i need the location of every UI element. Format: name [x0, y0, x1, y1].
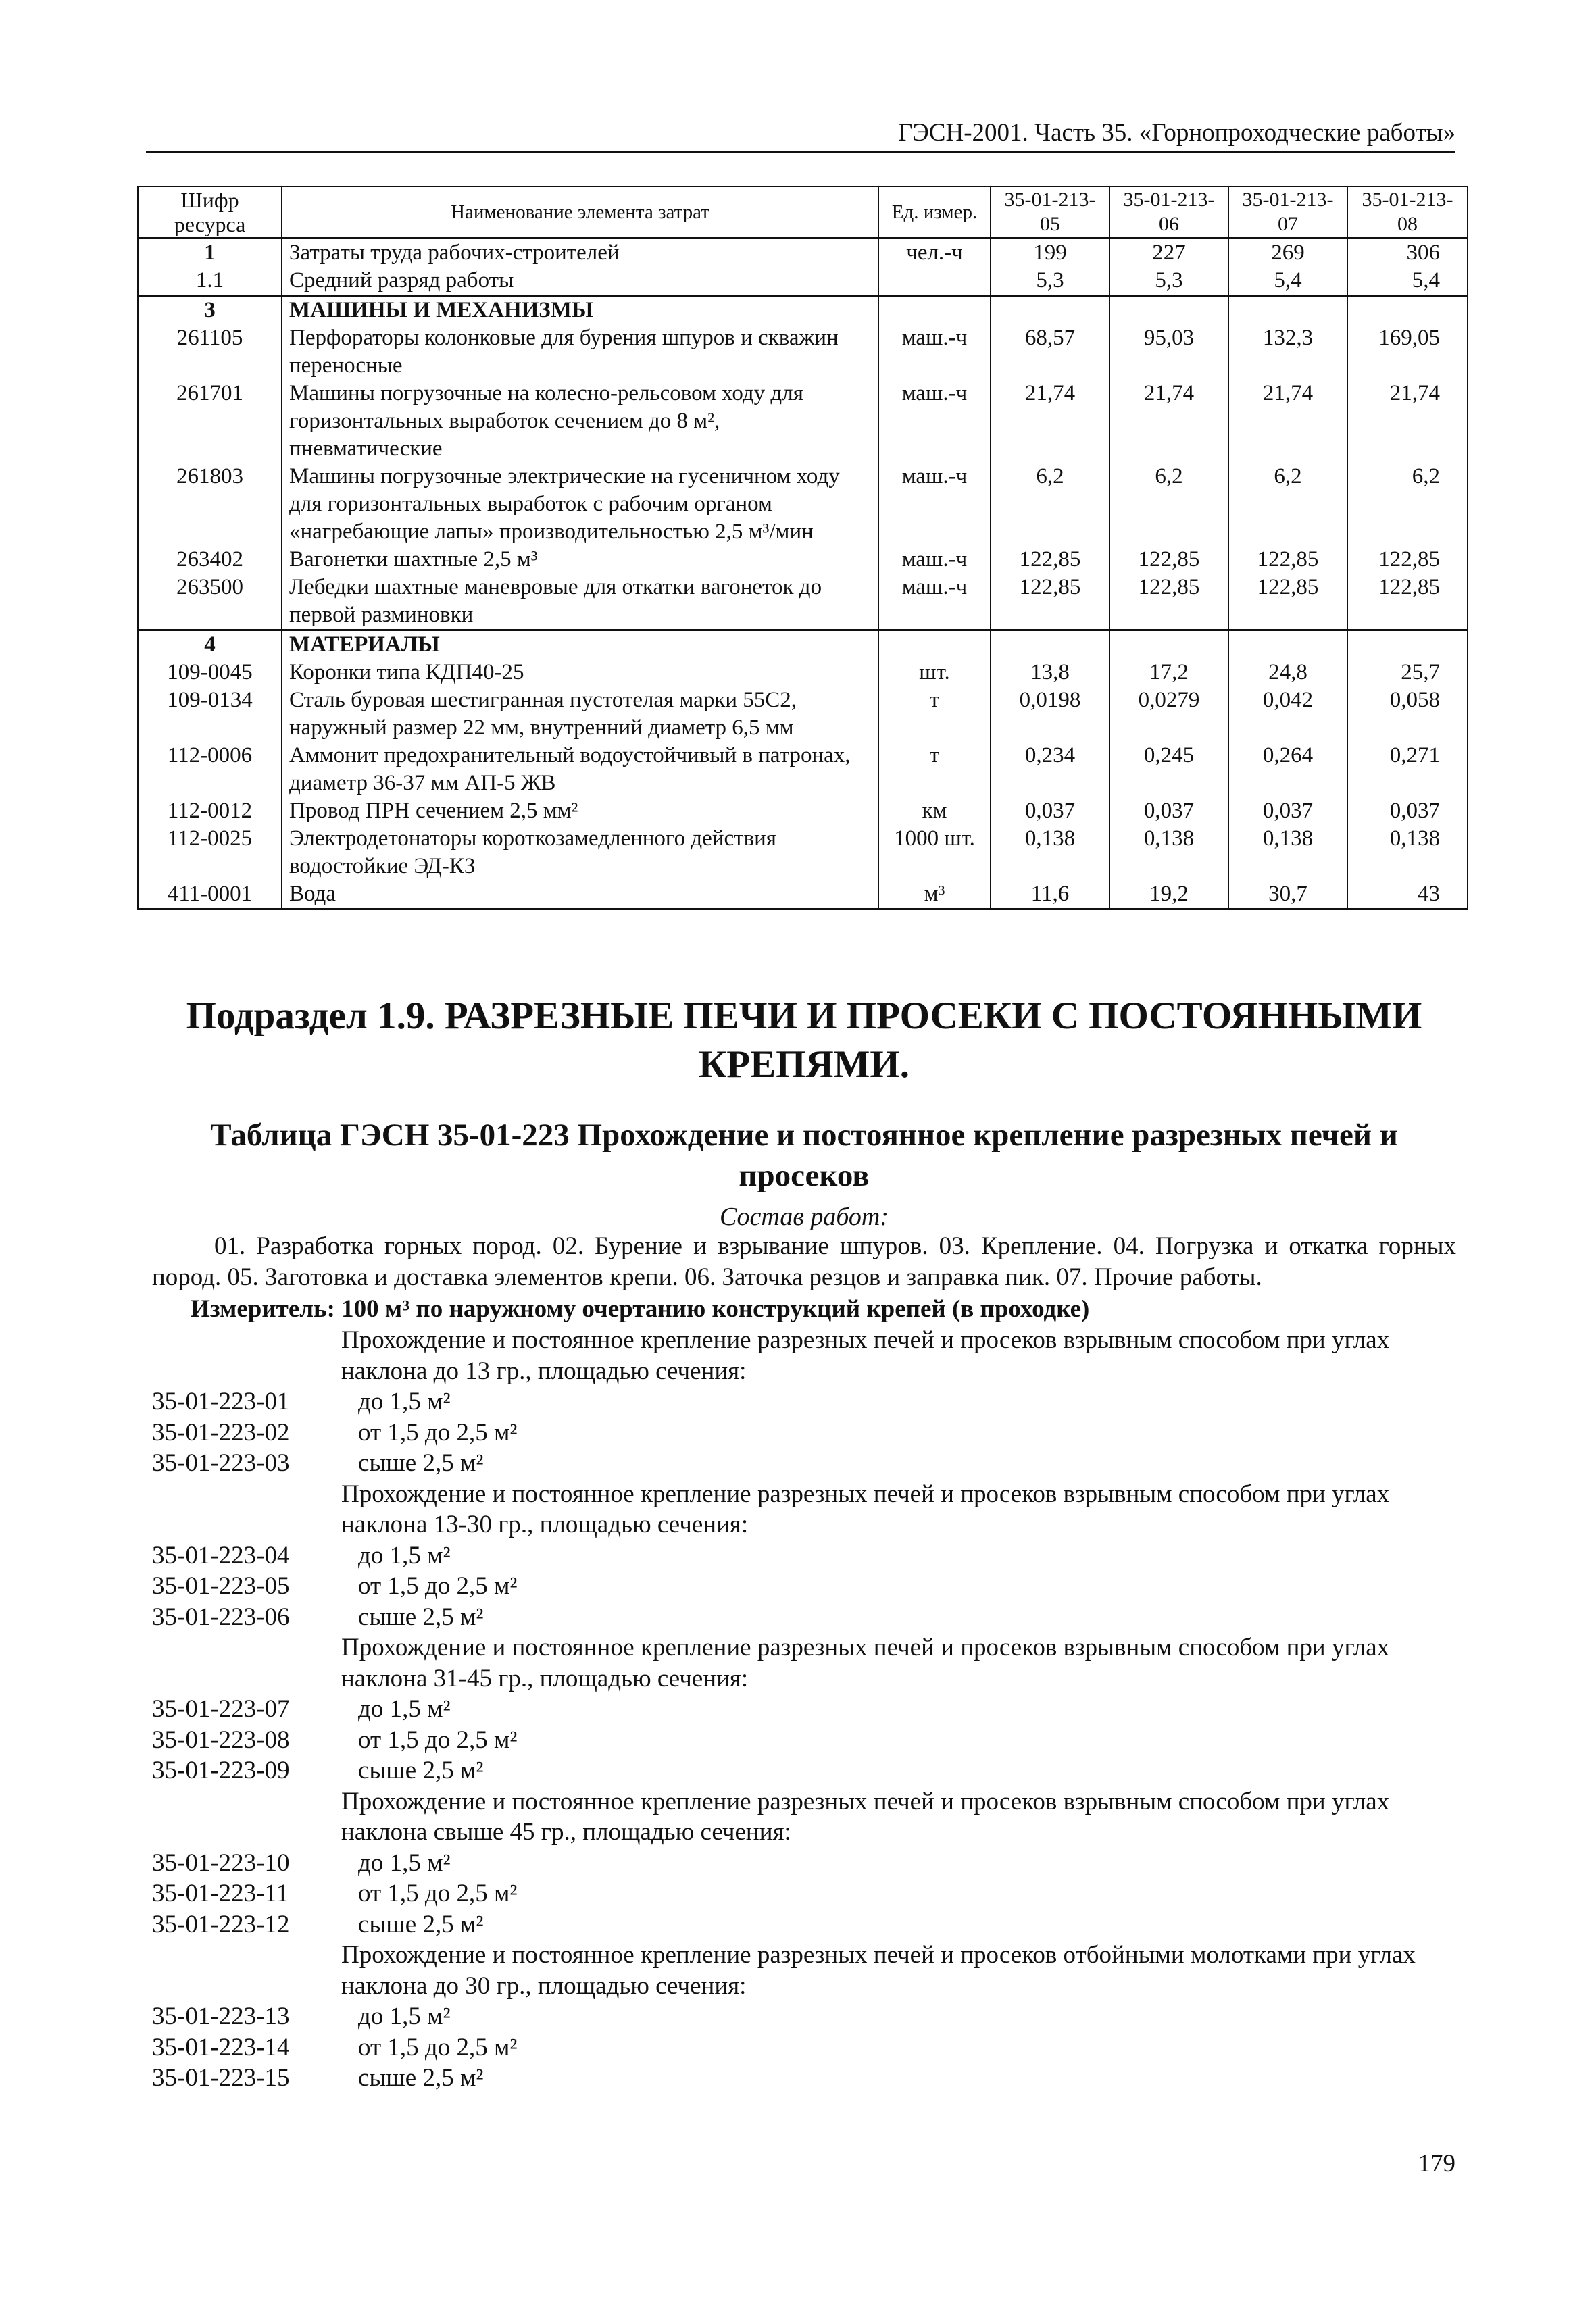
cell-code: 261701 [138, 380, 282, 463]
cell-code: 261803 [138, 463, 282, 546]
item-code: 35-01-223-01 [152, 1388, 290, 1415]
cell-value: 122,85 [1347, 546, 1468, 574]
item-text: до 1,5 м² [358, 1848, 451, 1877]
cell-value: 0,0198 [991, 686, 1109, 742]
cell-value: 21,74 [1109, 380, 1228, 463]
list-item [152, 1602, 1456, 1633]
cell-value: 21,74 [991, 380, 1109, 463]
cell-value: 169,05 [1347, 324, 1468, 380]
cell-value [991, 630, 1109, 659]
cell-unit: маш.-ч [878, 574, 991, 630]
list-item [152, 1909, 1456, 1940]
cell-name: Коронки типа КДП40-25 [282, 659, 878, 686]
cell-value [991, 295, 1109, 324]
cell-value: 122,85 [1228, 546, 1347, 574]
list-item [152, 1878, 1456, 1909]
table-row [138, 546, 1468, 574]
cell-value: 122,85 [1228, 574, 1347, 630]
cell-value: 132,3 [1228, 324, 1347, 380]
cell-value: 122,85 [1347, 574, 1468, 630]
cell-code: 1.1 [138, 267, 282, 296]
header-col-2: 35-01-213-06 [1109, 186, 1228, 238]
table-row [138, 686, 1468, 742]
cell-value: 227 [1109, 238, 1228, 267]
item-text: от 1,5 до 2,5 м² [358, 2033, 518, 2061]
page-number: 179 [1418, 2150, 1455, 2178]
item-text: сыше 2,5 м² [358, 1757, 484, 1784]
cell-value: 122,85 [991, 574, 1109, 630]
cell-value [1228, 295, 1347, 324]
cell-value: 5,3 [991, 267, 1109, 296]
list-item [152, 1571, 1456, 1602]
work-items-list [152, 1325, 1456, 2094]
cell-value: 17,2 [1109, 659, 1228, 686]
cell-unit: т [878, 742, 991, 797]
list-item [152, 1417, 1456, 1449]
cell-name: Электродетонаторы короткозамедленного действия водостойкие ЭД-КЗ [282, 825, 878, 880]
table-row [138, 574, 1468, 630]
list-item [152, 1386, 1456, 1417]
item-text: до 1,5 м² [358, 1695, 451, 1723]
item-text: до 1,5 м² [358, 1541, 451, 1569]
cell-value: 0,058 [1347, 686, 1468, 742]
cell-value: 21,74 [1347, 380, 1468, 463]
table-row [138, 267, 1468, 296]
cell-name: Аммонит предохранительный водоустойчивый в патронах, диаметр 36-37 мм АП-5 ЖВ [282, 742, 878, 797]
cell-name: Лебедки шахтные маневровые для откатки вагонеток до первой разминовки [282, 574, 878, 630]
cell-value: 19,2 [1109, 880, 1228, 909]
cell-value [1347, 295, 1468, 324]
cell-code: 411-0001 [138, 880, 282, 909]
cell-value: 95,03 [1109, 324, 1228, 380]
table-row [138, 630, 1468, 659]
cell-unit: км [878, 797, 991, 825]
list-item [152, 2032, 1456, 2063]
table-title: Таблица ГЭСН 35-01-223 Прохождение и постоянное крепление разрезных печей и просеков [210, 1117, 1398, 1193]
cell-name: Затраты труда рабочих-строителей [282, 238, 878, 267]
group-description: Прохождение и постоянное крепление разрезных печей и просеков отбойными молотками при углах наклона до 30 гр., площадью сечения: [341, 1941, 1416, 2000]
cell-unit: шт. [878, 659, 991, 686]
cell-name: Вагонетки шахтные 2,5 м³ [282, 546, 878, 574]
cell-value: 68,57 [991, 324, 1109, 380]
item-text: сыше 2,5 м² [358, 2064, 484, 2092]
cell-value: 0,042 [1228, 686, 1347, 742]
group-description: Прохождение и постоянное крепление разрезных печей и просеков взрывным способом при углах наклона свыше 45 гр., площадью сечения: [341, 1787, 1390, 1846]
cell-name: Машины погрузочные на колесно-рельсовом ходу для горизонтальных выработок сечением до 8 м², пневматические [282, 380, 878, 463]
item-text: до 1,5 м² [358, 2003, 451, 2030]
item-text: сыше 2,5 м² [358, 1603, 484, 1631]
item-text: от 1,5 до 2,5 м² [358, 1726, 518, 1754]
running-header: ГЭСН-2001. Часть 35. «Горнопроходческие работы» [146, 115, 1455, 153]
cell-value: 122,85 [1109, 574, 1228, 630]
item-code: 35-01-223-07 [152, 1695, 290, 1723]
cell-value: 0,234 [991, 742, 1109, 797]
meter-line: Измеритель: 100 м³ по наружному очертанию конструкций крепей (в проходке) [191, 1295, 1090, 1323]
item-code: 35-01-223-06 [152, 1603, 290, 1631]
cell-value: 21,74 [1228, 380, 1347, 463]
cell-value: 13,8 [991, 659, 1109, 686]
cell-code: 112-0025 [138, 825, 282, 880]
cell-unit: маш.-ч [878, 324, 991, 380]
cell-value: 199 [991, 238, 1109, 267]
cell-code: 109-0045 [138, 659, 282, 686]
cell-value: 24,8 [1228, 659, 1347, 686]
cell-value: 0,037 [1228, 797, 1347, 825]
list-item [152, 1540, 1456, 1571]
cell-unit: 1000 шт. [878, 825, 991, 880]
header-col-3: 35-01-213-07 [1228, 186, 1347, 238]
cell-name: Средний разряд работы [282, 267, 878, 296]
cell-value: 25,7 [1347, 659, 1468, 686]
cell-name: Провод ПРН сечением 2,5 мм² [282, 797, 878, 825]
cell-value: 0,138 [1109, 825, 1228, 880]
item-code: 35-01-223-08 [152, 1726, 290, 1754]
item-code: 35-01-223-13 [152, 2003, 290, 2030]
item-code: 35-01-223-02 [152, 1418, 290, 1447]
item-code: 35-01-223-14 [152, 2033, 290, 2061]
cell-value: 0,138 [1347, 825, 1468, 880]
cell-code: 261105 [138, 324, 282, 380]
cell-name: МАТЕРИАЛЫ [282, 630, 878, 659]
cell-value: 30,7 [1228, 880, 1347, 909]
table-row [138, 324, 1468, 380]
cell-value: 0,138 [1228, 825, 1347, 880]
cell-name: Вода [282, 880, 878, 909]
cell-value: 0,264 [1228, 742, 1347, 797]
item-code: 35-01-223-09 [152, 1757, 290, 1784]
cell-value: 6,2 [1228, 463, 1347, 546]
table-row [138, 825, 1468, 880]
group-description: Прохождение и постоянное крепление разрезных печей и просеков взрывным способом при углах наклона 31-45 гр., площадью сечения: [341, 1634, 1390, 1692]
composition-heading: Состав работ: [719, 1203, 889, 1231]
cell-value [1109, 295, 1228, 324]
header-col-4: 35-01-213-08 [1347, 186, 1468, 238]
subsection-title: Подраздел 1.9. РАЗРЕЗНЫЕ ПЕЧИ И ПРОСЕКИ С ПОСТОЯННЫМИ КРЕПЯМИ. [186, 995, 1422, 1086]
cell-code: 3 [138, 295, 282, 324]
cell-value: 5,3 [1109, 267, 1228, 296]
cell-value: 6,2 [1347, 463, 1468, 546]
table-row [138, 659, 1468, 686]
table-row [138, 880, 1468, 909]
item-text: до 1,5 м² [358, 1388, 451, 1415]
item-code: 35-01-223-05 [152, 1572, 290, 1600]
item-code: 35-01-223-04 [152, 1541, 290, 1569]
cell-code: 112-0012 [138, 797, 282, 825]
group-description: Прохождение и постоянное крепление разрезных печей и просеков взрывным способом при углах наклона 13-30 гр., площадью сечения: [341, 1480, 1390, 1538]
cell-unit: маш.-ч [878, 380, 991, 463]
cell-code: 263500 [138, 574, 282, 630]
item-text: от 1,5 до 2,5 м² [358, 1572, 518, 1600]
cell-value: 0,271 [1347, 742, 1468, 797]
header-code: Шифр ресурса [138, 186, 282, 238]
cell-code: 109-0134 [138, 686, 282, 742]
header-name: Наименование элемента затрат [282, 186, 878, 238]
cell-value: 122,85 [1109, 546, 1228, 574]
header-unit: Ед. измер. [878, 186, 991, 238]
cell-code: 112-0006 [138, 742, 282, 797]
cell-unit [878, 630, 991, 659]
cell-unit: маш.-ч [878, 463, 991, 546]
composition-text: 01. Разработка горных пород. 02. Бурение и взрывание шпуров. 03. Крепление. 04. Погрузка и откатка горных пород. 05. Заготовка и доставка элементов крепи. 06. Заточка резцов и заправка пик. 07. Прочие работы. [152, 1232, 1456, 1291]
cell-value: 5,4 [1228, 267, 1347, 296]
cell-value: 6,2 [1109, 463, 1228, 546]
cell-value [1347, 630, 1468, 659]
cell-unit [878, 267, 991, 296]
item-text: от 1,5 до 2,5 м² [358, 1418, 518, 1447]
item-code: 35-01-223-11 [152, 1880, 289, 1907]
group-description: Прохождение и постоянное крепление разрезных печей и просеков взрывным способом при углах наклона до 13 гр., площадью сечения: [341, 1326, 1390, 1385]
cell-name: Сталь буровая шестигранная пустотелая марки 55С2, наружный размер 22 мм, внутренний диаметр 6,5 мм [282, 686, 878, 742]
list-item [152, 1448, 1456, 1479]
list-item [152, 1725, 1456, 1756]
cell-value: 0,037 [991, 797, 1109, 825]
cell-value: 269 [1228, 238, 1347, 267]
cell-unit: м³ [878, 880, 991, 909]
cell-value: 6,2 [991, 463, 1109, 546]
cell-name: Перфораторы колонковые для бурения шпуров и скважин переносные [282, 324, 878, 380]
cell-value: 0,0279 [1109, 686, 1228, 742]
cell-unit: маш.-ч [878, 546, 991, 574]
item-code: 35-01-223-10 [152, 1848, 290, 1877]
cell-value: 0,138 [991, 825, 1109, 880]
item-code: 35-01-223-03 [152, 1449, 290, 1477]
item-text: от 1,5 до 2,5 м² [358, 1880, 518, 1907]
cell-value [1228, 630, 1347, 659]
list-item [152, 1848, 1456, 1879]
resource-table [137, 186, 1468, 910]
cell-code: 263402 [138, 546, 282, 574]
cell-unit [878, 295, 991, 324]
cell-value: 306 [1347, 238, 1468, 267]
cell-value: 0,245 [1109, 742, 1228, 797]
item-text: сыше 2,5 м² [358, 1449, 484, 1477]
item-text: сыше 2,5 м² [358, 1910, 484, 1938]
item-code: 35-01-223-12 [152, 1910, 290, 1938]
list-item [152, 1694, 1456, 1725]
list-item [152, 2001, 1456, 2032]
table-row [138, 797, 1468, 825]
cell-unit: чел.-ч [878, 238, 991, 267]
cell-name: МАШИНЫ И МЕХАНИЗМЫ [282, 295, 878, 324]
cell-value: 122,85 [991, 546, 1109, 574]
cell-code: 4 [138, 630, 282, 659]
cell-unit: т [878, 686, 991, 742]
list-item [152, 2063, 1456, 2094]
table-row [138, 742, 1468, 797]
cell-value [1109, 630, 1228, 659]
cell-value: 43 [1347, 880, 1468, 909]
cell-value: 5,4 [1347, 267, 1468, 296]
table-row [138, 380, 1468, 463]
list-item [152, 1755, 1456, 1786]
table-row [138, 463, 1468, 546]
cell-value: 0,037 [1109, 797, 1228, 825]
header-col-1: 35-01-213-05 [991, 186, 1109, 238]
cell-value: 0,037 [1347, 797, 1468, 825]
table-row [138, 238, 1468, 267]
cell-name: Машины погрузочные электрические на гусеничном ходу для горизонтальных выработок с рабочим органом «нагребающие лапы» производительностью 2,5 м³/мин [282, 463, 878, 546]
cell-code: 1 [138, 238, 282, 267]
table-row [138, 295, 1468, 324]
item-code: 35-01-223-15 [152, 2064, 290, 2092]
cell-value: 11,6 [991, 880, 1109, 909]
